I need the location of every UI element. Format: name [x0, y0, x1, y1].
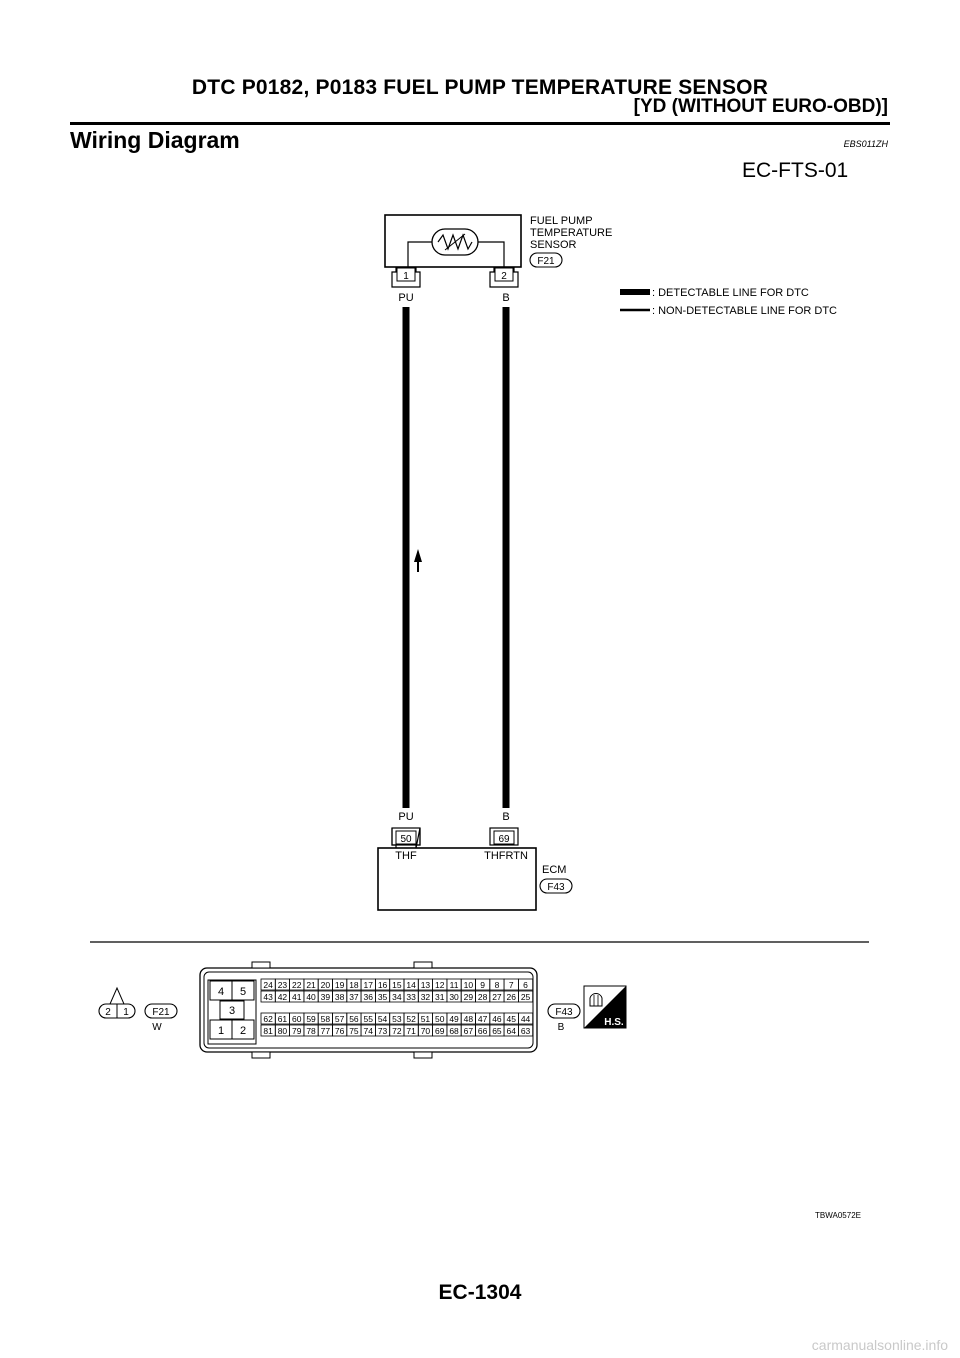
f43-pin-number: 47	[477, 1014, 488, 1024]
f43-pin-number: 36	[363, 992, 373, 1002]
f43-label: F43	[555, 1007, 573, 1018]
f43-pin-number: 74	[363, 1026, 373, 1036]
ecm-connector-label: F43	[547, 882, 565, 893]
f43-pin-number: 75	[349, 1026, 359, 1036]
ecm-wire-color-2: B	[502, 811, 510, 823]
f43-left-pin-1: 1	[217, 1025, 225, 1037]
diagram-id: EC-FTS-01	[742, 159, 849, 182]
f43-pin-number: 35	[377, 992, 388, 1002]
f43-pin-number: 19	[334, 980, 345, 990]
f21-pin-2: 2	[105, 1007, 111, 1018]
f43-pin-number: 24	[263, 980, 273, 990]
f43-pin-number: 33	[406, 992, 416, 1002]
f43-pin-number: 13	[420, 980, 431, 990]
fuel-pump-temperature-sensor	[385, 215, 521, 267]
f43-pin-number: 50	[435, 1014, 445, 1024]
sensor-connector-label: F21	[537, 256, 555, 267]
ecm-terminal-thf: THF	[395, 850, 417, 862]
ecm-wire-color-1: PU	[398, 811, 414, 823]
f43-pin-number: 43	[263, 992, 273, 1002]
f43-pin-number: 73	[377, 1026, 388, 1036]
sensor-name-line-1: FUEL PUMP	[530, 215, 593, 227]
section-title: Wiring Diagram	[70, 127, 240, 153]
page-number: EC-1304	[438, 1281, 522, 1304]
f43-pin-number: 69	[435, 1026, 445, 1036]
f43-pin-number: 72	[392, 1026, 402, 1036]
f43-pin-number: 26	[506, 992, 516, 1002]
f43-pin-number: 51	[420, 1014, 431, 1024]
f43-pin-number: 31	[435, 992, 445, 1002]
ecm-terminal-thfrtn: THFRTN	[484, 850, 528, 862]
f43-pin-number: 17	[363, 980, 373, 990]
f43-pin-number: 15	[392, 980, 402, 990]
f43-pin-number: 40	[306, 992, 316, 1002]
f43-pin-number: 27	[492, 992, 502, 1002]
connector-f43	[200, 962, 537, 1058]
sensor-name-line-2: TEMPERATURE	[530, 227, 613, 239]
f43-pin-number: 48	[463, 1014, 474, 1024]
f43-pin-number: 81	[263, 1026, 273, 1036]
f43-pin-number: 10	[463, 980, 474, 990]
f43-pin-number: 52	[406, 1014, 416, 1024]
f43-pin-number: 30	[449, 992, 459, 1002]
legend-non-detectable: : NON-DETECTABLE LINE FOR DTC	[652, 305, 837, 317]
f43-left-pin-5: 5	[239, 986, 247, 998]
f43-pin-number: 67	[463, 1026, 474, 1036]
f43-pin-number: 65	[492, 1026, 502, 1036]
f43-pin-number: 79	[292, 1026, 302, 1036]
f43-pin-number: 34	[392, 992, 402, 1002]
f43-pin-number: 63	[520, 1026, 531, 1036]
f43-pin-number: 12	[435, 980, 445, 990]
f43-left-pin-4: 4	[217, 986, 225, 998]
page-subtitle: [YD (WITHOUT EURO-OBD)]	[633, 96, 888, 117]
f43-pin-number: 59	[306, 1014, 316, 1024]
f43-pin-number: 49	[449, 1014, 459, 1024]
f43-left-pin-2: 2	[239, 1025, 247, 1037]
sensor-pin-2: 2	[501, 271, 507, 282]
ecm-pin-69: 69	[498, 834, 510, 845]
f43-pin-grid	[261, 979, 533, 1036]
f43-pin-number: 58	[320, 1014, 331, 1024]
f43-pin-number: 11	[449, 980, 459, 990]
f43-pin-number: 66	[477, 1026, 488, 1036]
f43-pin-number: 68	[449, 1026, 459, 1036]
f43-pin-number: 14	[406, 980, 416, 990]
f43-pin-number: 80	[277, 1026, 288, 1036]
f43-pin-number: 77	[320, 1026, 331, 1036]
f43-pin-number: 46	[492, 1014, 502, 1024]
f43-pin-number: 70	[420, 1026, 431, 1036]
f43-pin-number: 16	[377, 980, 388, 990]
f43-pin-number: 44	[520, 1014, 531, 1024]
signal-arrow-icon	[414, 549, 422, 572]
section-code: EBS011ZH	[843, 139, 888, 149]
f43-pin-number: 38	[334, 992, 345, 1002]
f43-pin-number: 25	[520, 992, 531, 1002]
f43-pin-number: 41	[292, 992, 302, 1002]
f43-pin-number: 53	[392, 1014, 402, 1024]
f43-pin-number: 62	[263, 1014, 273, 1024]
f43-pin-number: 60	[292, 1014, 302, 1024]
f43-color: B	[557, 1022, 565, 1033]
f43-pin-number: 18	[349, 980, 359, 990]
f43-pin-number: 37	[349, 992, 359, 1002]
f43-pin-number: 54	[377, 1014, 388, 1024]
ecm-pin-50: 50	[400, 834, 412, 845]
sensor-name-line-3: SENSOR	[530, 239, 577, 251]
f21-color: W	[152, 1022, 162, 1033]
f43-pin-number: 28	[477, 992, 488, 1002]
f43-pin-number: 42	[277, 992, 288, 1002]
f43-pin-number: 29	[463, 992, 474, 1002]
watermark: carmanualsonline.info	[811, 1337, 948, 1353]
figure-code: TBWA0572E	[815, 1211, 861, 1220]
f43-pin-number: 7	[508, 980, 514, 990]
sensor-wire-color-2: B	[502, 292, 510, 304]
f43-pin-number: 55	[363, 1014, 373, 1024]
page-title: DTC P0182, P0183 FUEL PUMP TEMPERATURE SENSOR	[191, 76, 769, 99]
f43-pin-number: 71	[406, 1026, 416, 1036]
f43-pin-number: 39	[320, 992, 331, 1002]
f43-pin-number: 20	[320, 980, 331, 990]
f43-pin-number: 23	[277, 980, 288, 990]
hs-badge-text: H.S.	[604, 1017, 624, 1028]
f43-pin-number: 21	[306, 980, 316, 990]
f43-pin-number: 32	[420, 992, 431, 1002]
f43-pin-number: 6	[523, 980, 528, 990]
f43-pin-number: 76	[334, 1026, 345, 1036]
f43-pin-number: 61	[277, 1014, 288, 1024]
f43-pin-number: 9	[480, 980, 486, 990]
f43-pin-number: 8	[494, 980, 500, 990]
f43-pin-number: 78	[306, 1026, 316, 1036]
f43-pin-number: 57	[334, 1014, 345, 1024]
sensor-pin-1: 1	[403, 271, 409, 282]
f43-pin-number: 45	[506, 1014, 516, 1024]
f21-label: F21	[152, 1007, 170, 1018]
f43-pin-number: 64	[506, 1026, 516, 1036]
f43-left-pin-3: 3	[228, 1005, 236, 1017]
sensor-wire-color-1: PU	[398, 292, 414, 304]
f43-pin-number: 56	[349, 1014, 359, 1024]
f21-pin-1: 1	[123, 1007, 129, 1018]
legend-detectable: : DETECTABLE LINE FOR DTC	[652, 287, 809, 299]
f43-pin-number: 22	[292, 980, 302, 990]
ecm-name: ECM	[542, 864, 567, 876]
